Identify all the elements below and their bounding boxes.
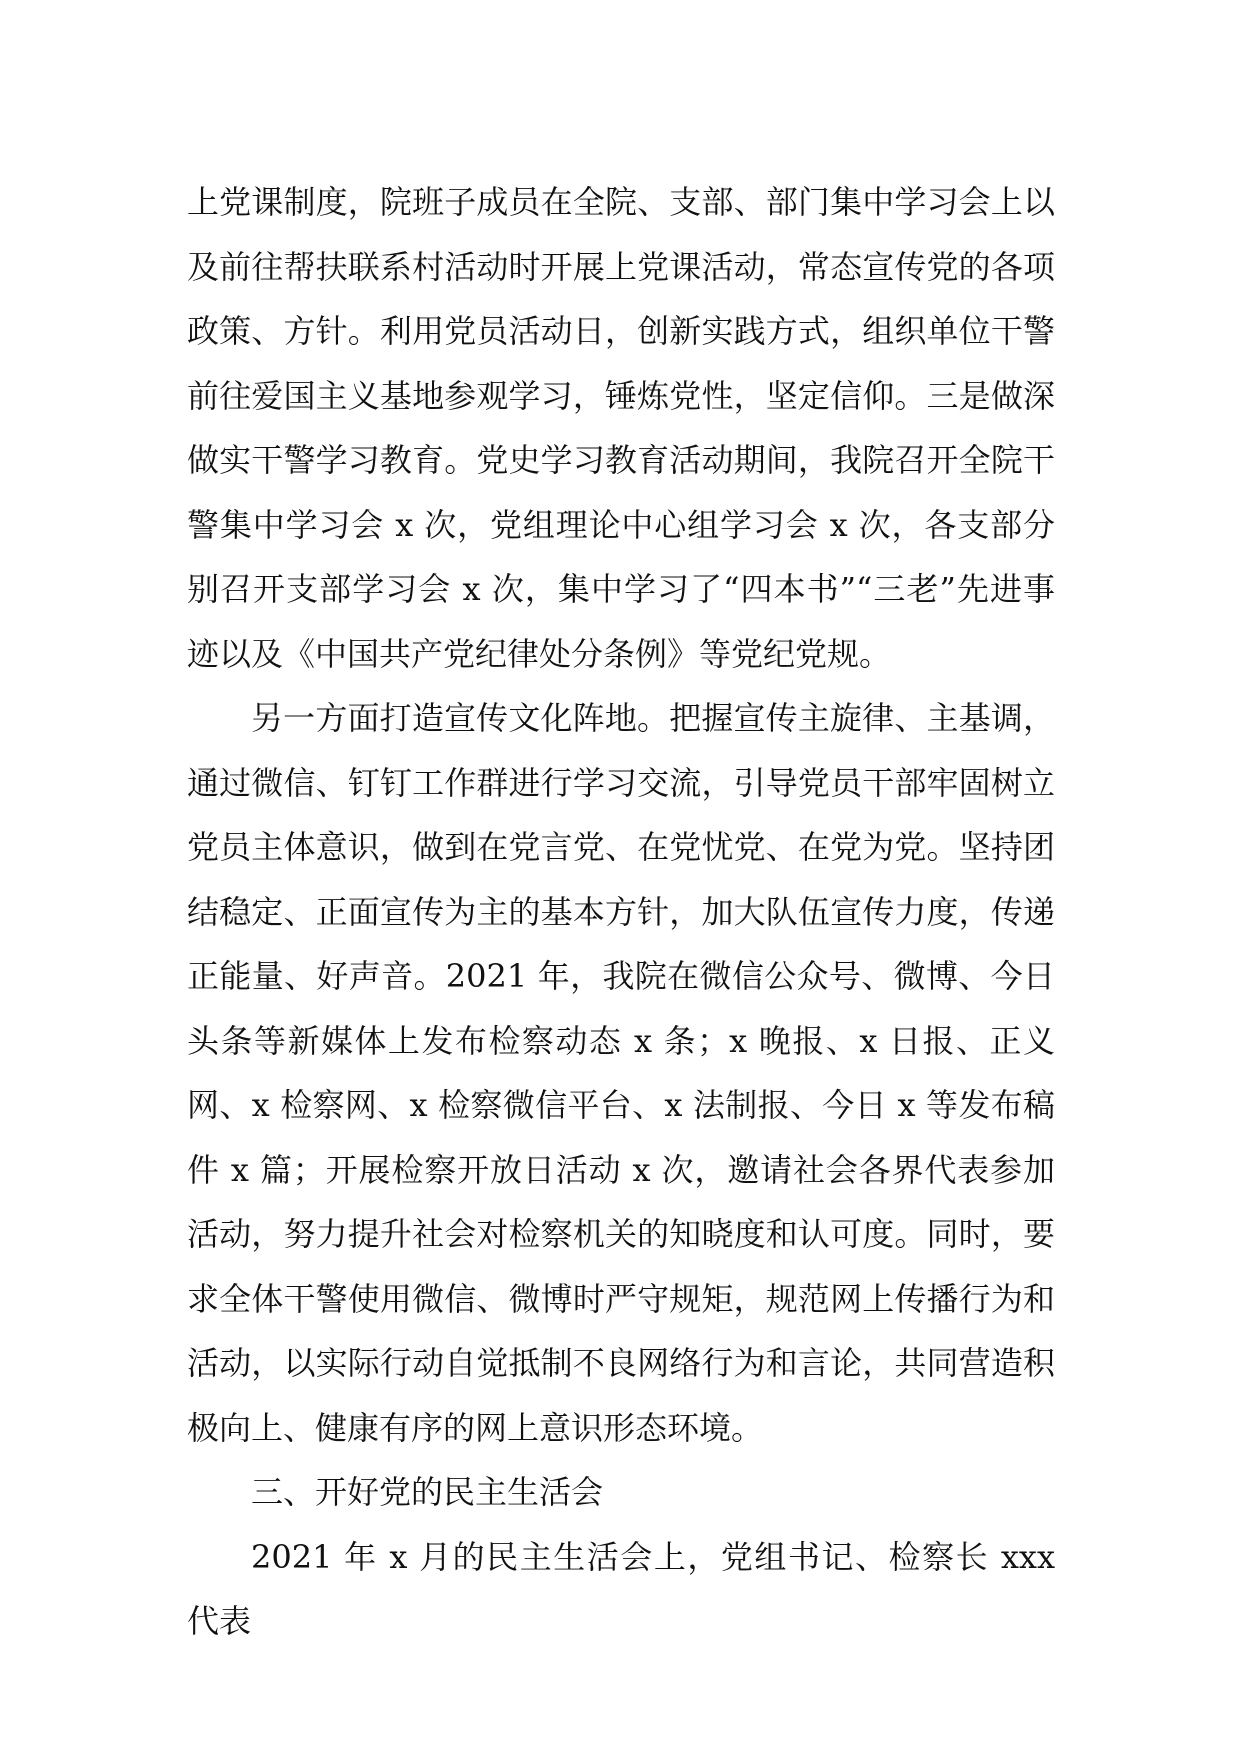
paragraph-democratic-life-meeting: 2021 年 x 月的民主生活会上，党组书记、检察长 xxx 代表	[187, 1537, 1055, 1640]
paragraph-party-lecture-study: 上党课制度，院班子成员在全院、支部、部门集中学习会上以及前往帮扶联系村活动时开展上党课活动，常态宣传党的各项政策、方针。利用党员活动日，创新实践方式，组织单位干警前往爱国主义基地参观学习，锤炼党性，坚定信仰。三是做深做实干警学习教育。党史学习教育活动期间，我院召开全院干警集中学习会 x 次，党组理论中心组学习会 x 次，各支部分别召开支部学习会 x 次，集中学习了“四本书”“三老”先进事迹以及《中国共产党纪律处分条例》等党纪党规。	[187, 183, 1055, 673]
section-heading-democratic-life-meeting: 三、开好党的民主生活会	[251, 1473, 604, 1511]
paragraph-publicity-culture: 另一方面打造宣传文化阵地。把握宣传主旋律、主基调，通过微信、钉钉工作群进行学习交流，引导党员干部牢固树立党员主体意识，做到在党言党、在党忧党、在党为党。坚持团结稳定、正面宣传为主的基本方针，加大队伍宣传力度，传递正能量、好声音。2021 年，我院在微信公众号、微博、今日头条等新媒体上发布检察动态 x 条；x 晚报、x 日报、正义网、x 检察网、x 检察微信平台、x 法制报、今日 x 等发布稿件 x 篇；开展检察开放日活动 x 次，邀请社会各界代表参加活动，努力提升社会对检察机关的知晓度和认可度。同时，要求全体干警使用微信、微博时严守规矩，规范网上传播行为和活动，以实际行动自觉抵制不良网络行为和言论，共同营造积极向上、健康有序的网上意识形态环境。	[187, 699, 1055, 1447]
document-body	[187, 170, 1055, 1654]
